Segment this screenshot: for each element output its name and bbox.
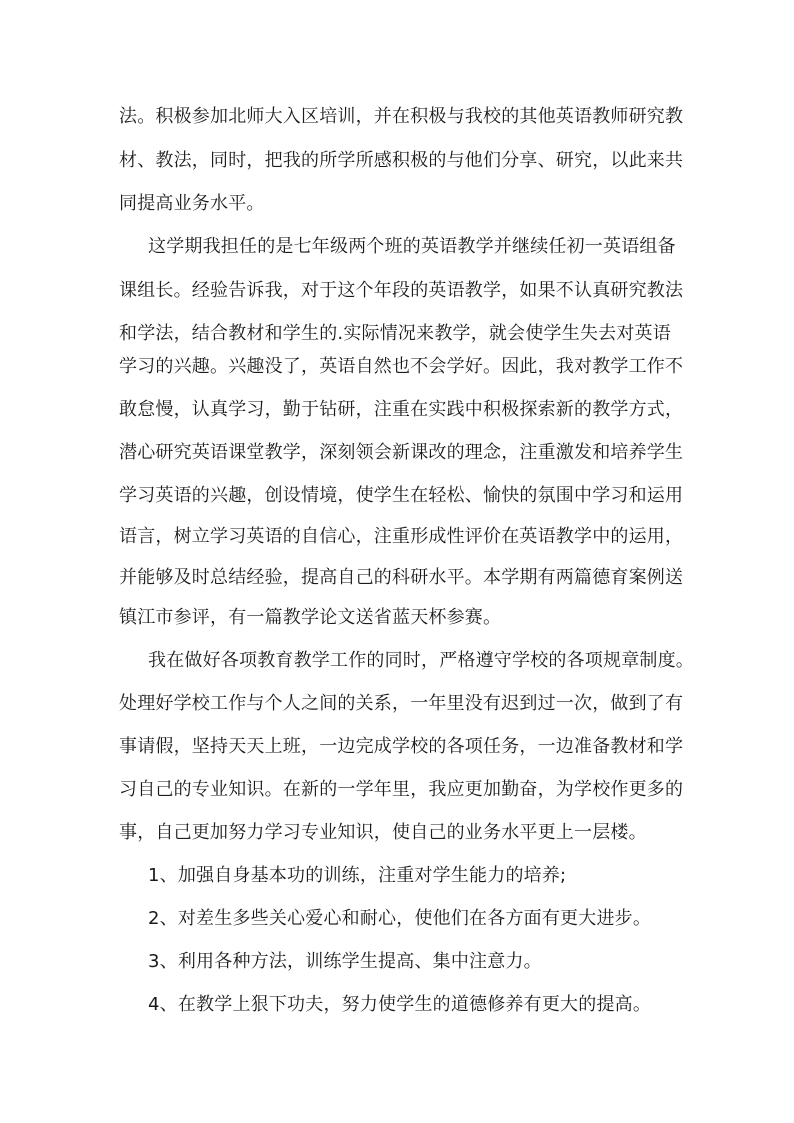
- text-line: 镇江市参评，有一篇教学论文送省蓝天杯参赛。: [119, 607, 502, 628]
- text-line: 我在做好各项教育教学工作的同时，严格遵守学校的各项规章制度。: [148, 650, 694, 671]
- text-line: 课组长。经验告诉我，对于这个年段的英语教学，如果不认真研究教法: [119, 280, 684, 301]
- text-line: 事，自己更加努力学习专业知识，使自己的业务水平更上一层楼。: [119, 822, 647, 843]
- text-line: 潜心研究英语课堂教学，深刻领会新课改的理念，注重激发和培养学生: [119, 442, 684, 463]
- text-line: 同提高业务水平。: [119, 193, 265, 214]
- text-line: 法。积极参加北师大入区培训，并在积极与我校的其他英语教师研究教: [119, 106, 684, 127]
- text-line: 学习英语的兴趣，创设情境，使学生在轻松、愉快的氛围中学习和运用: [119, 485, 684, 506]
- text-line: 并能够及时总结经验，提高自己的科研水平。本学期有两篇德育案例送: [119, 567, 684, 588]
- text-line: 处理好学校工作与个人之间的关系，一年里没有迟到过一次，做到了有: [119, 693, 684, 714]
- list-item: 4、在教学上狠下功夫，努力使学生的道德修养有更大的提高。: [148, 994, 652, 1015]
- text-line: 学习的兴趣。兴趣没了，英语自然也不会学好。因此，我对教学工作不: [119, 356, 684, 377]
- text-line: 事请假，坚持天天上班，一边完成学校的各项任务，一边准备教材和学: [119, 736, 684, 757]
- list-item: 1、加强自身基本功的训练，注重对学生能力的培养;: [148, 865, 567, 886]
- text-line: 这学期我担任的是七年级两个班的英语教学并继续任初一英语组备: [148, 236, 676, 257]
- list-item: 2、对差生多些关心爱心和耐心，使他们在各方面有更大进步。: [148, 908, 652, 929]
- text-line: 和学法，结合教材和学生的.实际情况来教学，就会使学生失去对英语: [119, 323, 671, 344]
- text-line: 语言，树立学习英语的自信心，注重形成性评价在英语教学中的运用，: [119, 526, 684, 547]
- text-line: 敢怠慢，认真学习，勤于钻研，注重在实践中积极探索新的教学方式，: [119, 399, 684, 420]
- list-item: 3、利用各种方法，训练学生提高、集中注意力。: [148, 951, 542, 972]
- text-line: 材、教法，同时，把我的所学所感积极的与他们分享、研究，以此来共: [119, 150, 684, 171]
- text-line: 习自己的专业知识。在新的一学年里，我应更加勤奋，为学校作更多的: [119, 779, 684, 800]
